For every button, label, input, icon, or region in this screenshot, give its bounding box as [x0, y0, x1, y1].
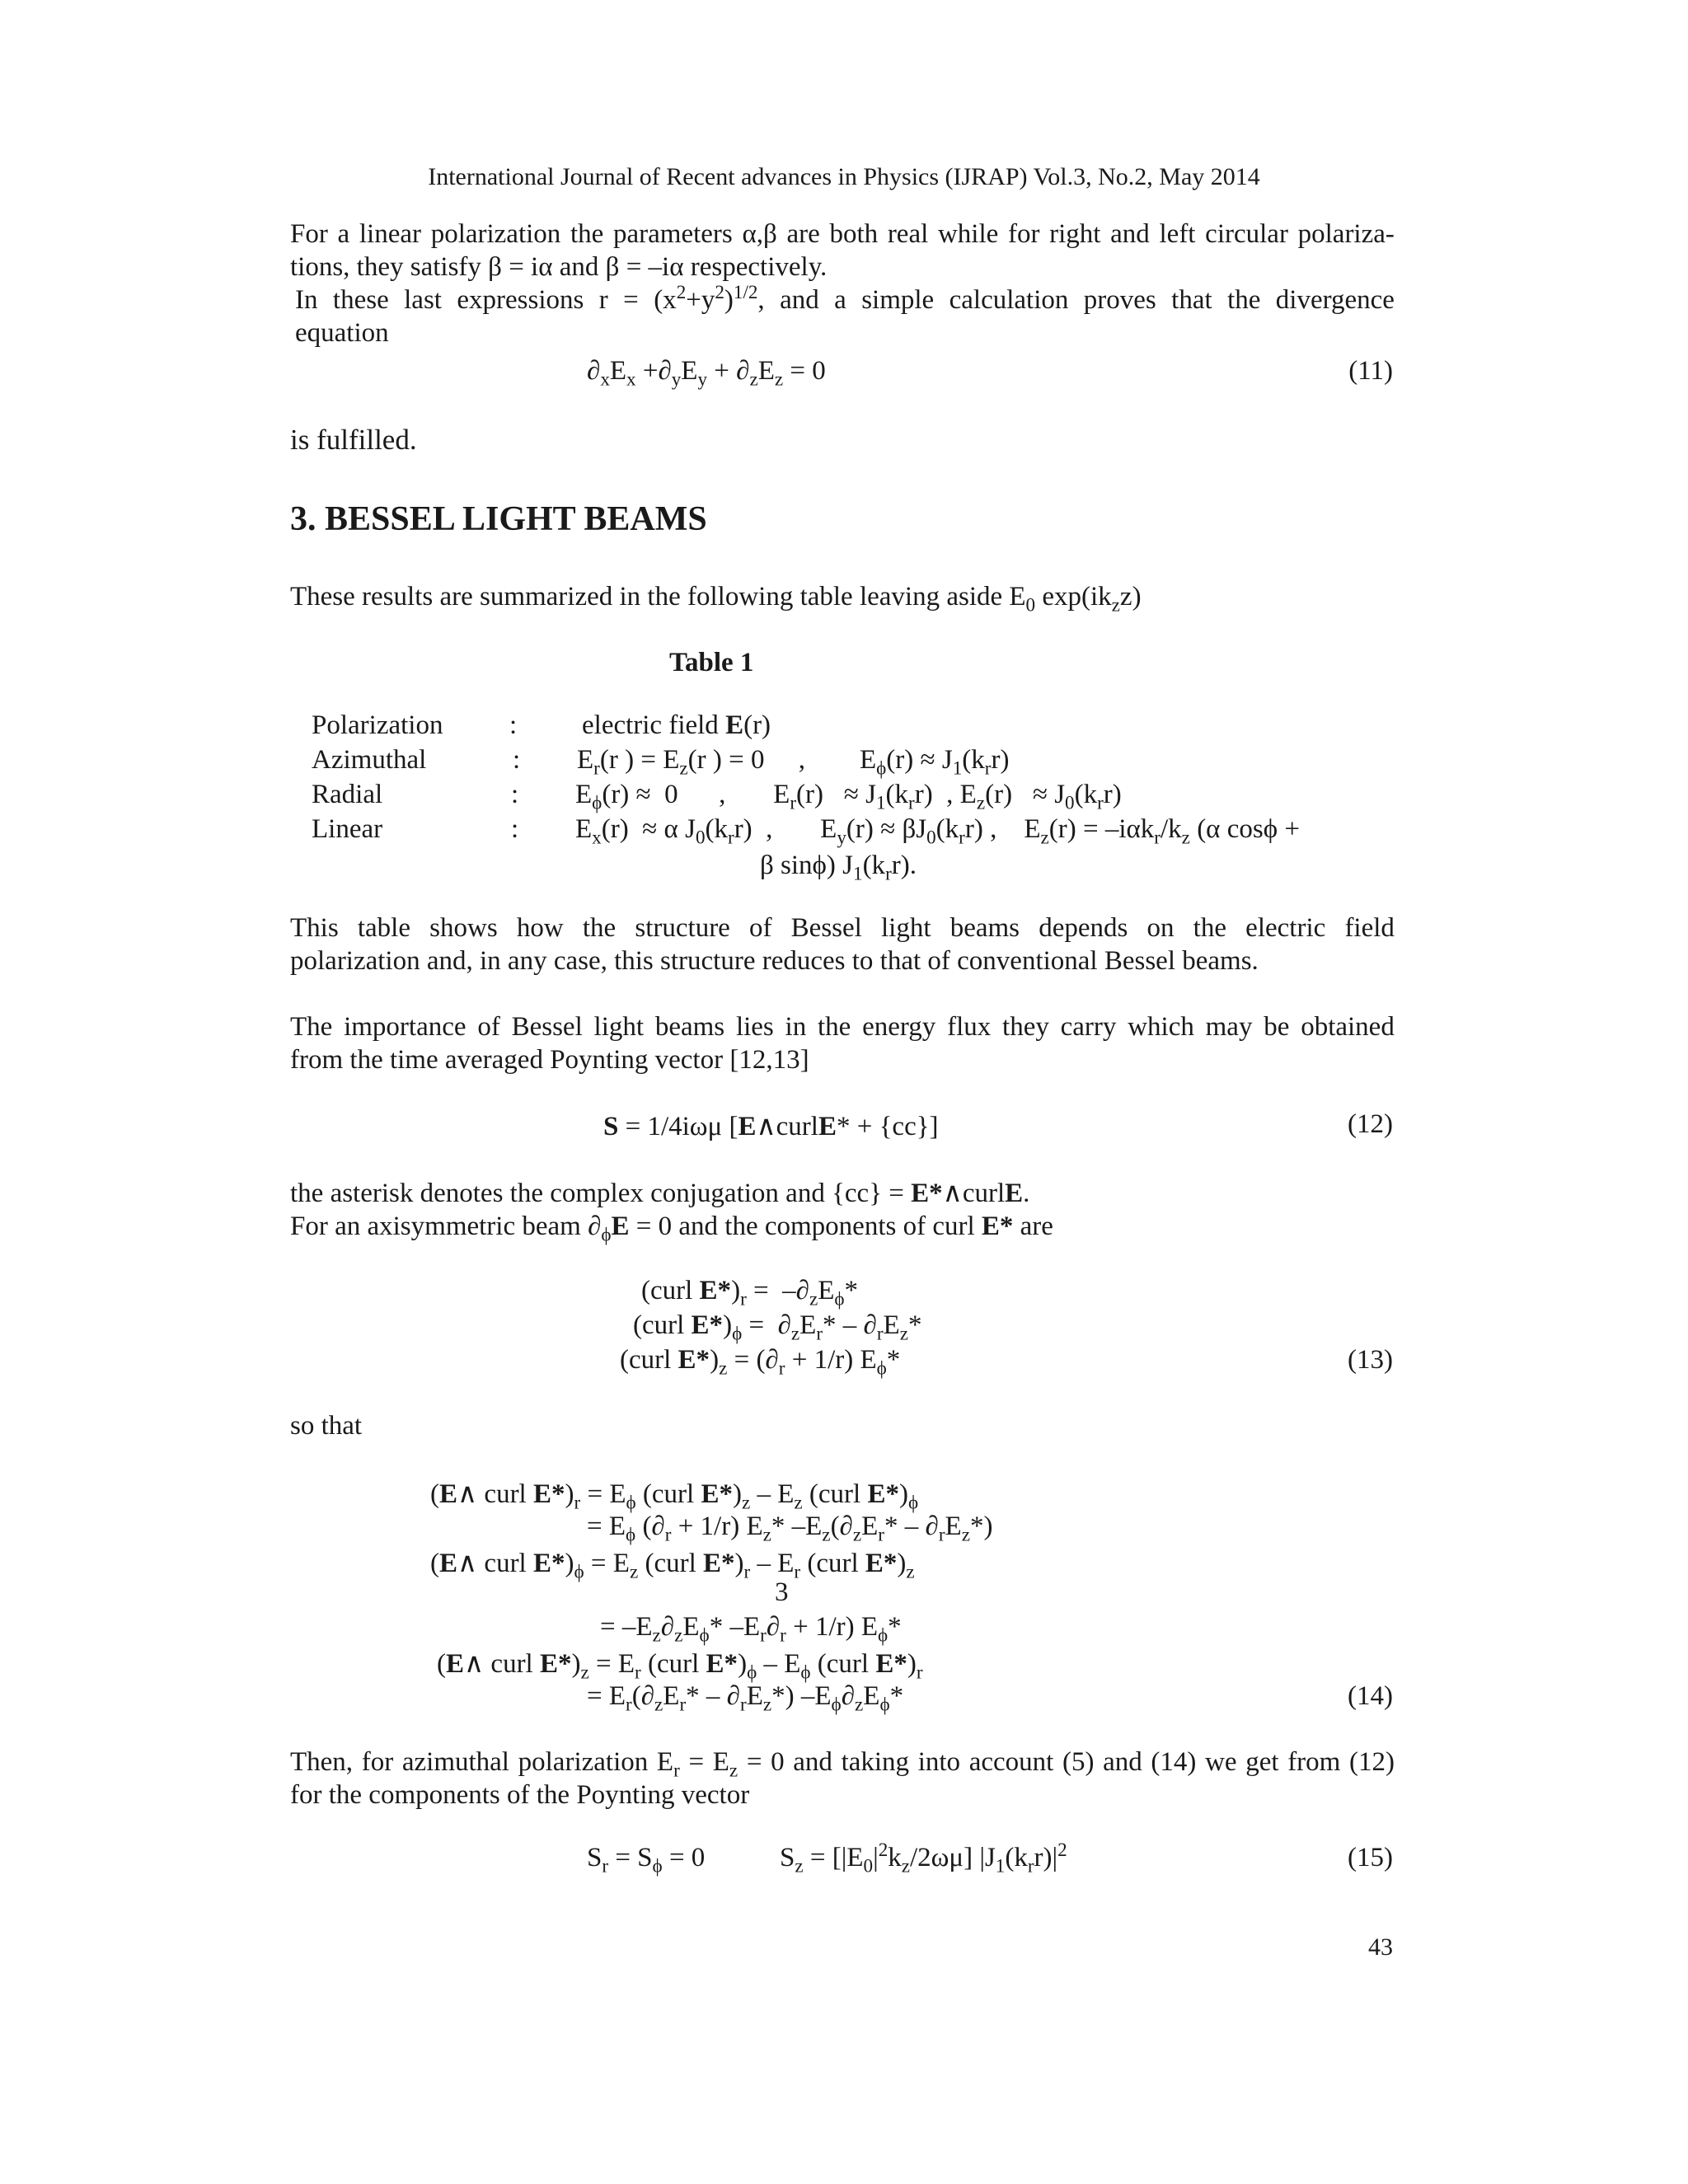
para4-line-1: Then, for azimuthal polarization $E_r$ = $E_z$ = 0 and taking into account (5) and (14) we get from (12) — [290, 1747, 1395, 1781]
equation-14-line-7: = $E_r(\partial_zE_r* - \partial_rE_z*)$ $-E_\phi\partial_zE_\phi*$ — [587, 1681, 904, 1715]
equation-14-line-3: (E∧ curl $E*)_\phi = E_z$ (curl $E*)_r - E_r$ (curl $E*)_z$ — [430, 1549, 915, 1582]
page-number: 43 — [1368, 1933, 1393, 1961]
paragraph-energy-flux — [290, 1010, 1395, 1076]
equation-11-number: (11) — [1348, 356, 1393, 386]
intro-paragraph — [290, 218, 1395, 349]
equation-15: $S_r = S_\phi = 0$ $S_z = [|E_0|^2k_z/2\omega\mu]$ $|J_1(k_rr)|^2$ — [587, 1839, 1067, 1877]
para1-line-1: This table shows how the structure of Bessel light beams depends on the electric field — [290, 913, 1395, 943]
table-row-sep: : — [509, 710, 518, 740]
table-row-sep: : — [511, 780, 519, 809]
equation-14-line-6: (E∧ curl $E*)_z = E_r$ (curl $E*)_\phi - E_\phi$ (curl $E*)_r$ — [437, 1649, 923, 1683]
table-row — [312, 710, 443, 741]
intro-line-4: equation — [295, 318, 389, 348]
para2-line-2: from the time averaged Poynting vector [12,13] — [290, 1045, 809, 1075]
intro-line-2: tions, they satisfy β = iα and β = –iα respectively. — [290, 252, 828, 282]
table-title: Table 1 — [669, 648, 754, 677]
table-row-content-cont: β sinϕ) $J_1(k_rr)$. — [760, 851, 917, 884]
table-row-label: Azimuthal — [312, 745, 427, 775]
paragraph-conjugation — [290, 1177, 1053, 1243]
table-row-sep: : — [511, 814, 519, 844]
table-row-label: Polarization — [312, 710, 443, 740]
equation-14-line-1: (E∧ curl $E*)_r = E_\phi$ (curl $E*)_z - E_z$ (curl $E*)_\phi$ — [430, 1479, 919, 1513]
intro-line-3: In these last expressions r = $(x^2+y^2)^{1/2}$, and a simple calculation proves that the divergence — [295, 281, 1395, 315]
table-row-content: $E_r(r$ ) = $E_z(r$ ) = 0 , $E_\phi(r) \approx J_1(k_rr)$ — [577, 745, 1010, 779]
equation-12: S = 1/4iωμ [E∧curlE* + {cc}] — [603, 1112, 939, 1141]
so-that-text: so that — [290, 1411, 363, 1441]
paragraph-azimuthal — [290, 1746, 1395, 1811]
equation-15-number: (15) — [1348, 1843, 1393, 1872]
table-row-label: Radial — [312, 780, 383, 809]
table-row-label: Linear — [312, 814, 383, 844]
equation-14-line-4: 3 — [775, 1577, 789, 1607]
fulfilled-text: is fulfilled. — [290, 424, 417, 456]
equation-11: $\partial_xE_x +\partial_yE_y + \partial_zE_z = 0$ — [587, 356, 826, 390]
table-row-content: electric field E(r) — [582, 710, 771, 740]
para3-line-1: the asterisk denotes the complex conjugation and {cc} = E*∧curlE. — [290, 1179, 1030, 1208]
equation-12-number: (12) — [1348, 1109, 1393, 1139]
equation-13-number: (13) — [1348, 1345, 1393, 1375]
paragraph-table-description — [290, 912, 1395, 977]
para2-line-1: The importance of Bessel light beams lies in the energy flux they carry which may be obtained — [290, 1012, 1395, 1042]
table-row-sep: : — [513, 745, 521, 775]
table-row-content: $E_x(r) \approx \alpha$ $J_0(k_rr)$ , $E_y(r) \approx \beta J_0(k_rr)$ , $E_z(r) = -i\alpha k_r/k_z$ (α cosϕ + — [575, 814, 1300, 848]
equation-14-number: (14) — [1348, 1681, 1393, 1711]
intro-line-1: For a linear polarization the parameters α,β are both real while for right and left circular polariza- — [290, 219, 1395, 249]
summary-text: These results are summarized in the following table leaving aside $E_0$ $\exp(ik_zz)$ — [290, 582, 1142, 616]
para1-line-2: polarization and, in any case, this structure reduces to that of conventional Bessel beams. — [290, 946, 1259, 976]
para4-line-2: for the components of the Poynting vector — [290, 1780, 750, 1810]
equation-14-line-5: = $-E_z\partial_zE_\phi*$ $-E_r\partial_r + 1/r$) $E_\phi*$ — [600, 1612, 902, 1646]
section-heading: 3. BESSEL LIGHT BEAMS — [290, 500, 707, 538]
equation-14-line-2: = $E_\phi$ $(\partial_r + 1/r)$ $E_z*$ $-E_z(\partial_zE_r* - \partial_rE_z*)$ — [587, 1511, 993, 1545]
equation-13-line-1: (curl $E*)_r = -\partial_zE_\phi*$ — [641, 1276, 859, 1310]
table-row-content: $E_\phi(r) \approx 0$ , $E_r(r) \approx J_1(k_rr)$ , $E_z(r) \approx J_0(k_rr)$ — [575, 780, 1122, 813]
equation-13-line-2: (curl $E*)_\phi = \partial_zE_r* - \partial_rE_z*$ — [633, 1310, 922, 1344]
para3-line-2: For an axisymmetric beam $\partial_\phi E = 0$ and the components of curl E* are — [290, 1212, 1053, 1245]
equation-13-line-3: (curl $E*)_z = (\partial_r + 1/r)$ $E_\phi*$ — [620, 1345, 901, 1379]
journal-header: International Journal of Recent advances in Physics (IJRAP) Vol.3, No.2, May 2014 — [428, 163, 1260, 190]
